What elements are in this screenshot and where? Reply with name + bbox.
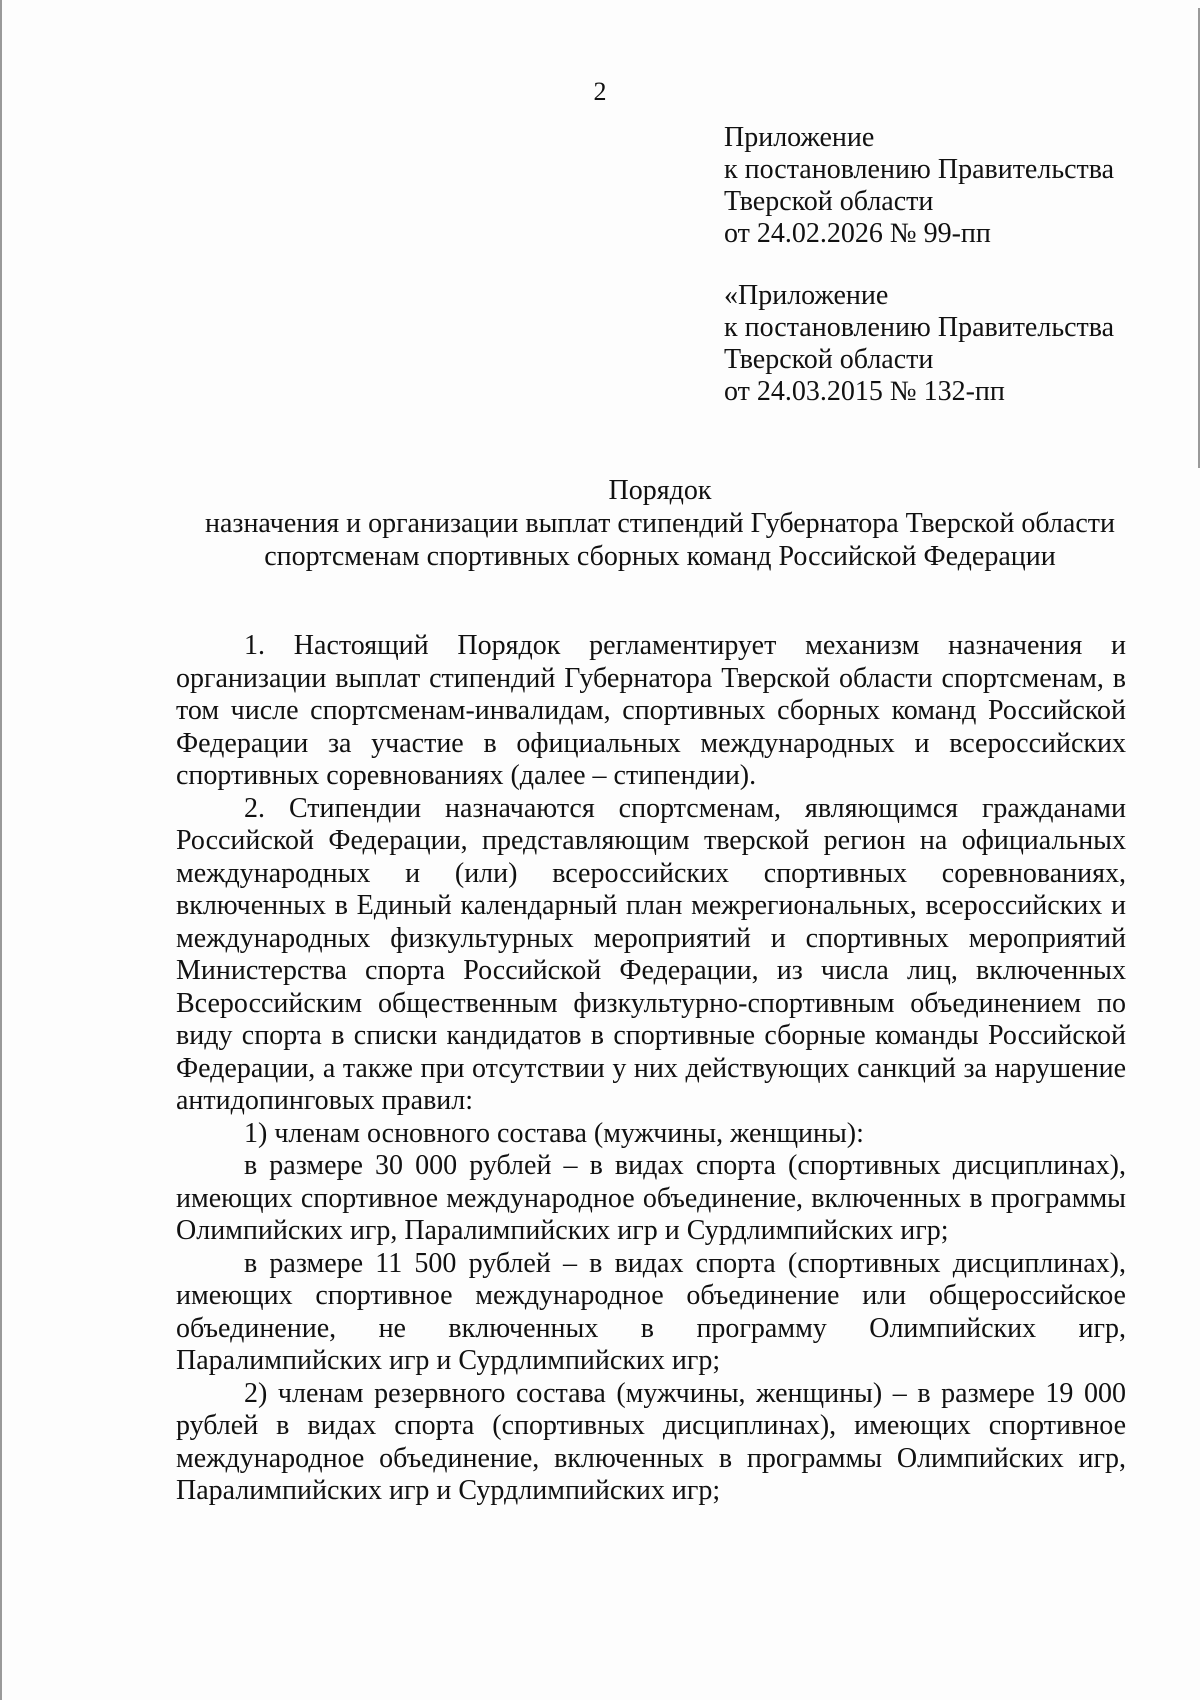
appendix-line: «Приложение (724, 280, 889, 311)
appendix-line: Тверской области (724, 344, 934, 375)
title-subtitle-line: спортсменам спортивных сборных команд Российской Федерации (264, 541, 1056, 572)
appendix-block-original (724, 280, 1164, 408)
page-number: 2 (593, 77, 607, 106)
document-body (176, 630, 1126, 1508)
appendix-line: Тверской области (724, 186, 934, 217)
subitem-rate-non-olympic: в размере 11 500 рублей – в видах спорта (спортивных дисциплинах), имеющих спортивное международное объединение или общероссийское объединение, не включенных в программу Олимпийских игр, Паралимпийских игр и Сурдлимпийских игр; (176, 1247, 1126, 1376)
appendix-block-current (724, 122, 1164, 250)
appendix-date-number: от 24.02.2026 № 99-пп (724, 218, 991, 249)
title-heading: Порядок (608, 475, 712, 506)
appendix-line: к постановлению Правительства (724, 154, 1115, 185)
subitem-rate-olympic: в размере 30 000 рублей – в видах спорта (спортивных дисциплинах), имеющих спортивное международное объединение, включенных в программы Олимпийских игр, Паралимпийских игр и Сурдлимпийских игр; (176, 1150, 1126, 1246)
title-subtitle-line: назначения и организации выплат стипендий Губернатора Тверской области (204, 508, 1116, 539)
appendix-date-number: от 24.03.2015 № 132-пп (724, 376, 1005, 407)
scan-edge-left (0, 0, 2, 1700)
appendix-line: Приложение (724, 122, 875, 153)
document-title (160, 474, 1160, 573)
paragraph-2: 2. Стипендии назначаются спортсменам, являющимся гражданами Российской Федерации, представляющим тверской регион на официальных международных и (или) всероссийских спортивных соревнованиях, включенных в Единый календарный план межрегиональных, всероссийских и международных физкультурных мероприятий и спортивных мероприятий Министерства спорта Российской Федерации, из числа лиц, включенных Всероссийским общественным физкультурно-спортивным объединением по виду спорта в списки кандидатов в спортивные сборные команды Российской Федерации, а также при отсутствии у них действующих санкций за нарушение антидопинговых правил: (176, 792, 1126, 1116)
paragraph-1: 1. Настоящий Порядок регламентирует механизм назначения и организации выплат стипендий Губернатора Тверской области спортсменам, в том числе спортсменам-инвалидам, спортивных сборных команд Российской Федерации за участие в официальных международных и всероссийских спортивных соревнованиях (далее – стипендии). (176, 630, 1126, 791)
subitem-reserve-team: 2) членам резервного состава (мужчины, женщины) – в размере 19 000 рублей в видах спорта (спортивных дисциплинах), имеющих спортивное международное объединение, включенных в программы Олимпийских игр, Паралимпийских игр и Сурдлимпийских игр; (176, 1377, 1126, 1506)
appendix-line: к постановлению Правительства (724, 312, 1115, 343)
subitem-main-team: 1) членам основного состава (мужчины, женщины): (244, 1117, 864, 1149)
